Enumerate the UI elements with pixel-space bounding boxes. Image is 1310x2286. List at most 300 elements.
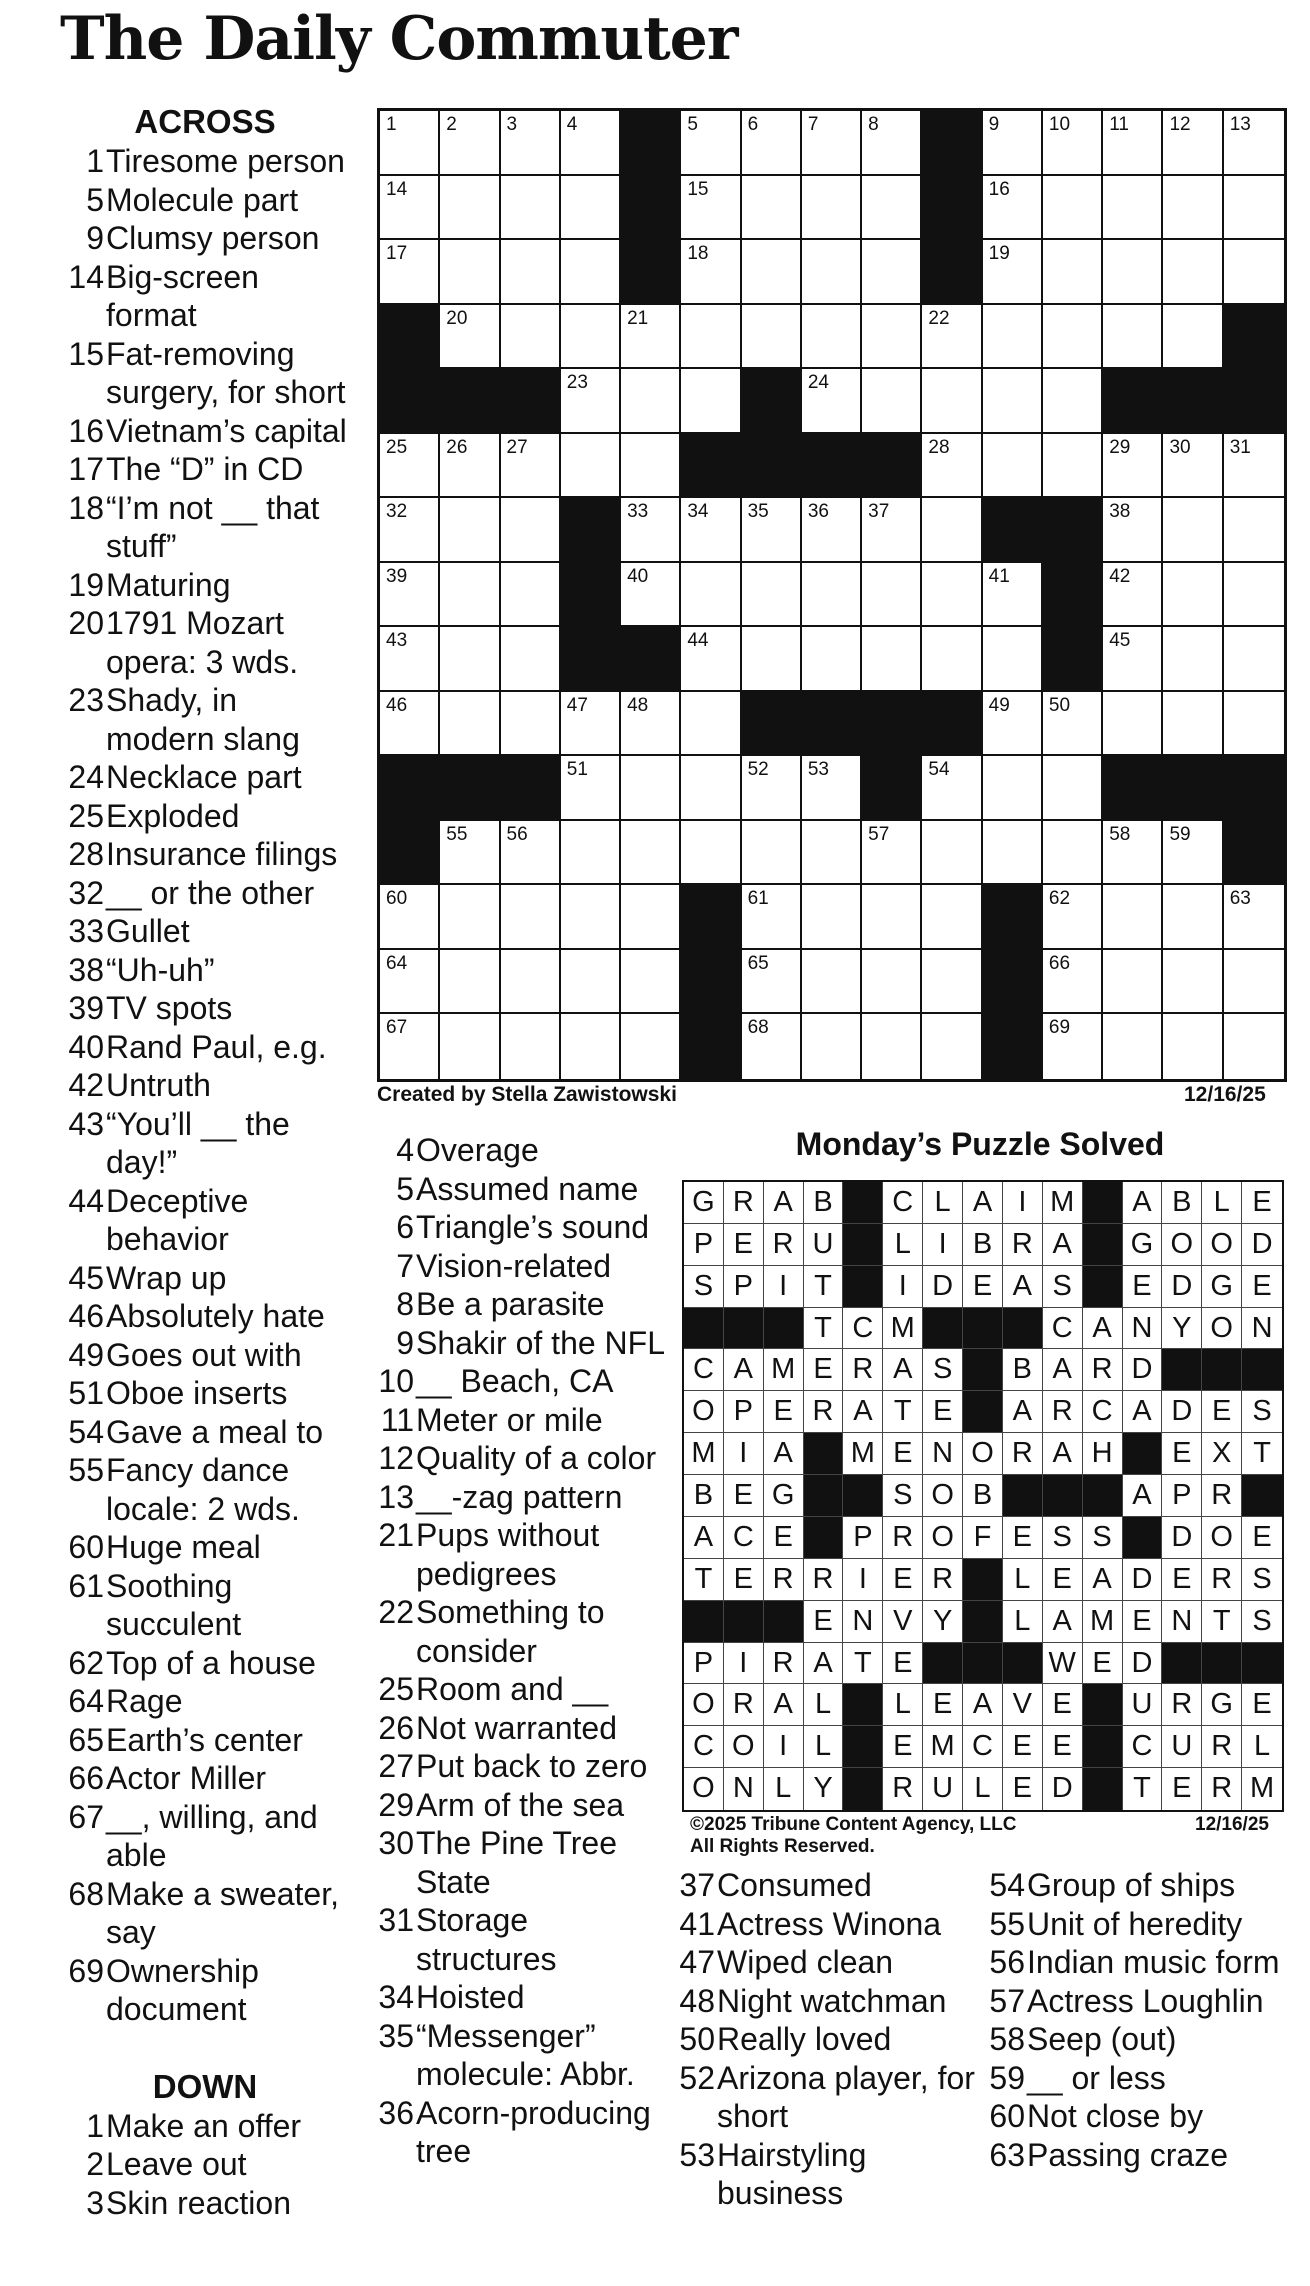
grid-cell[interactable] [440, 885, 500, 950]
grid-cell[interactable] [742, 821, 802, 886]
grid-cell[interactable] [862, 240, 922, 305]
grid-cell[interactable] [621, 563, 681, 628]
grid-cell[interactable] [802, 498, 862, 563]
clue-item [370, 1439, 670, 1478]
grid-cell[interactable] [1103, 176, 1163, 241]
solution-letter: E [724, 1224, 764, 1266]
grid-cell[interactable] [681, 305, 741, 370]
grid-cell[interactable] [1163, 563, 1223, 628]
clue-item [60, 1798, 350, 1875]
grid-cell[interactable] [742, 563, 802, 628]
grid-cell[interactable] [802, 885, 862, 950]
grid-cell[interactable] [1163, 950, 1223, 1015]
black-square [862, 756, 922, 821]
grid-cell[interactable] [1103, 305, 1163, 370]
grid-cell[interactable] [1163, 1014, 1223, 1079]
grid-cell[interactable] [862, 176, 922, 241]
cell-number: 35 [747, 501, 769, 523]
clue-item [370, 2094, 670, 2171]
grid-cell[interactable] [380, 563, 440, 628]
clue-item [370, 1362, 670, 1401]
grid-cell[interactable] [681, 111, 741, 176]
grid-cell[interactable] [983, 756, 1043, 821]
grid-cell[interactable] [440, 563, 500, 628]
grid-cell[interactable] [440, 434, 500, 499]
grid-cell[interactable] [1163, 176, 1223, 241]
solution-letter: I [843, 1559, 883, 1601]
grid-cell[interactable] [440, 627, 500, 692]
grid-cell[interactable] [621, 885, 681, 950]
grid-cell[interactable] [742, 176, 802, 241]
grid-cell[interactable] [922, 627, 982, 692]
solution-letter: C [684, 1349, 724, 1391]
grid-cell[interactable] [1224, 563, 1284, 628]
clue-text: Arizona player, for short [717, 2059, 975, 2134]
grid-cell[interactable] [983, 434, 1043, 499]
solution-black-square [923, 1308, 963, 1350]
black-square [621, 627, 681, 692]
solution-letter: E [764, 1517, 804, 1559]
grid-cell[interactable] [501, 563, 561, 628]
clue-item [60, 912, 350, 951]
solution-letter: E [1162, 1559, 1202, 1601]
clue-item [60, 989, 350, 1028]
clue-number: 46 [68, 1298, 104, 1334]
grid-cell[interactable] [862, 1014, 922, 1079]
grid-cell[interactable] [621, 692, 681, 757]
puzzle-date: 12/16/25 [1184, 1083, 1266, 1106]
grid-cell[interactable] [501, 434, 561, 499]
grid-cell[interactable] [501, 176, 561, 241]
grid-cell[interactable] [922, 498, 982, 563]
grid-cell[interactable] [561, 950, 621, 1015]
grid-cell[interactable] [1103, 498, 1163, 563]
clue-text: Deceptive behavior [106, 1182, 249, 1257]
grid-cell[interactable] [501, 821, 561, 886]
grid-cell[interactable] [802, 176, 862, 241]
solution-black-square [963, 1349, 1003, 1391]
grid-cell[interactable] [922, 821, 982, 886]
grid-cell[interactable] [862, 627, 922, 692]
solution-black-square [1003, 1643, 1043, 1685]
grid-cell[interactable] [802, 821, 862, 886]
grid-cell[interactable] [983, 240, 1043, 305]
grid-cell[interactable] [1224, 240, 1284, 305]
clue-text: Assumed name [416, 1170, 639, 1207]
grid-cell[interactable] [1043, 111, 1103, 176]
solution-letter: L [804, 1684, 844, 1726]
grid-cell[interactable] [1163, 498, 1223, 563]
clue-item [675, 1905, 980, 1944]
grid-cell[interactable] [922, 950, 982, 1015]
clue-number: 48 [679, 1982, 715, 2019]
grid-cell[interactable] [922, 434, 982, 499]
clue-number: 58 [989, 2021, 1025, 2057]
grid-cell[interactable] [561, 369, 621, 434]
grid-cell[interactable] [1043, 756, 1103, 821]
solution-letter: E [804, 1601, 844, 1643]
grid-cell[interactable] [681, 756, 741, 821]
grid-cell[interactable] [862, 563, 922, 628]
grid-cell[interactable] [1224, 692, 1284, 757]
grid-cell[interactable] [983, 305, 1043, 370]
clue-number: 43 [68, 1105, 104, 1142]
grid-cell[interactable] [742, 498, 802, 563]
grid-cell[interactable] [561, 176, 621, 241]
black-square [1224, 756, 1284, 821]
solution-letter: M [1249, 1772, 1275, 1805]
grid-cell[interactable] [621, 950, 681, 1015]
clue-item [60, 758, 350, 797]
grid-cell[interactable] [862, 369, 922, 434]
grid-cell[interactable] [621, 821, 681, 886]
grid-cell[interactable] [681, 821, 741, 886]
grid-cell[interactable] [742, 1014, 802, 1079]
clue-text: Shady, in modern slang [106, 682, 300, 757]
solution-letter: L [1242, 1726, 1282, 1768]
cell-number: 26 [446, 436, 468, 458]
grid-cell[interactable] [501, 692, 561, 757]
grid-cell[interactable] [802, 369, 862, 434]
grid-cell[interactable] [1224, 498, 1284, 563]
clue-item [985, 1905, 1285, 1944]
grid-cell[interactable] [380, 176, 440, 241]
solution-black-square [1083, 1684, 1123, 1726]
solution-letter: I [923, 1224, 963, 1266]
clue-text: Actress Winona [717, 1905, 942, 1942]
clue-text: Arm of the sea [416, 1786, 625, 1823]
grid-cell[interactable] [742, 885, 802, 950]
solution-letter: M [1083, 1601, 1123, 1643]
grid-cell[interactable] [1163, 305, 1223, 370]
grid-cell[interactable] [1043, 950, 1103, 1015]
clue-text: Fat-removing surgery, for short [106, 335, 346, 410]
solution-black-square [843, 1726, 883, 1768]
grid-cell[interactable] [742, 111, 802, 176]
clue-text: Tiresome person [106, 143, 345, 179]
clue-text: Clumsy person [106, 220, 320, 256]
solution-letter: E [883, 1643, 923, 1685]
grid-cell[interactable] [1163, 821, 1223, 886]
solution-letter: S [1242, 1559, 1282, 1601]
black-square [501, 756, 561, 821]
grid-cell[interactable] [1103, 692, 1163, 757]
cell-number: 31 [1229, 436, 1251, 458]
solution-letter: R [1003, 1433, 1043, 1475]
grid-cell[interactable] [380, 434, 440, 499]
grid-cell[interactable] [621, 305, 681, 370]
grid-cell[interactable] [1163, 885, 1223, 950]
grid-cell[interactable] [922, 305, 982, 370]
grid-cell[interactable] [1224, 885, 1284, 950]
grid-cell[interactable] [501, 885, 561, 950]
grid-cell[interactable] [561, 756, 621, 821]
grid-cell[interactable] [802, 1014, 862, 1079]
solution-letter: N [1242, 1308, 1282, 1350]
solution-letter: L [1202, 1182, 1242, 1224]
grid-cell[interactable] [380, 950, 440, 1015]
grid-cell[interactable] [440, 240, 500, 305]
grid-cell[interactable] [922, 756, 982, 821]
solution-black-square [1003, 1308, 1043, 1350]
grid-cell[interactable] [440, 1014, 500, 1079]
cell-number: 61 [747, 888, 769, 910]
grid-cell[interactable] [1043, 885, 1103, 950]
clue-item [370, 1170, 670, 1209]
grid-cell[interactable] [440, 305, 500, 370]
solution-letter: A [1123, 1391, 1163, 1433]
grid-cell[interactable] [862, 950, 922, 1015]
clue-number: 1 [86, 2107, 104, 2144]
grid-cell[interactable] [1103, 1014, 1163, 1079]
grid-cell[interactable] [1103, 885, 1163, 950]
grid-cell[interactable] [501, 950, 561, 1015]
grid-cell[interactable] [1103, 627, 1163, 692]
grid-cell[interactable] [802, 950, 862, 1015]
grid-cell[interactable] [681, 498, 741, 563]
grid-cell[interactable] [1163, 240, 1223, 305]
solution-date: 12/16/25 [1195, 1814, 1269, 1835]
clue-number: 25 [68, 797, 104, 834]
clue-text: Fancy dance locale: 2 wds. [106, 1452, 300, 1527]
grid-cell[interactable] [561, 1014, 621, 1079]
clue-item [370, 1747, 670, 1786]
grid-cell[interactable] [561, 240, 621, 305]
grid-cell[interactable] [440, 692, 500, 757]
solution-letter: Y [1162, 1308, 1202, 1350]
clue-item [60, 1105, 350, 1182]
grid-cell[interactable] [1103, 563, 1163, 628]
grid-cell[interactable] [1163, 434, 1223, 499]
grid-cell[interactable] [501, 240, 561, 305]
black-square [742, 369, 802, 434]
grid-cell[interactable] [742, 627, 802, 692]
clue-number: 63 [989, 2136, 1025, 2173]
clue-text: Night watchman [717, 1982, 947, 2019]
grid-cell[interactable] [681, 563, 741, 628]
solution-black-square [1083, 1768, 1123, 1810]
clue-item [60, 797, 350, 836]
grid-cell[interactable] [621, 434, 681, 499]
clue-number: 65 [68, 1721, 104, 1758]
grid-cell[interactable] [862, 885, 922, 950]
grid-cell[interactable] [862, 305, 922, 370]
solution-letter: R [724, 1182, 764, 1224]
grid-cell[interactable] [681, 369, 741, 434]
grid-cell[interactable] [1103, 821, 1163, 886]
cell-number: 46 [386, 694, 408, 716]
grid-cell[interactable] [1163, 627, 1223, 692]
grid-cell[interactable] [742, 305, 802, 370]
solution-letter: A [764, 1433, 804, 1475]
black-square [742, 692, 802, 757]
grid-cell[interactable] [621, 756, 681, 821]
clue-text: Triangle’s sound [416, 1209, 650, 1245]
grid-cell[interactable] [1043, 369, 1103, 434]
clue-number: 66 [68, 1760, 104, 1796]
cell-number: 34 [687, 501, 709, 523]
grid-cell[interactable] [1224, 627, 1284, 692]
clue-text: Be a parasite [416, 1286, 605, 1322]
solution-black-square [1202, 1643, 1242, 1685]
grid-cell[interactable] [1224, 111, 1284, 176]
clue-item [60, 2184, 350, 2223]
solution-black-square [843, 1475, 883, 1517]
grid-cell[interactable] [983, 821, 1043, 886]
grid-cell[interactable] [802, 756, 862, 821]
black-square [681, 885, 741, 950]
clue-text: Really loved [717, 2021, 892, 2057]
clue-number: 69 [68, 1952, 104, 1989]
grid-cell[interactable] [681, 176, 741, 241]
grid-cell[interactable] [621, 498, 681, 563]
cell-number: 2 [446, 114, 457, 135]
grid-cell[interactable] [501, 627, 561, 692]
grid-cell[interactable] [1163, 111, 1223, 176]
clue-column-3 [675, 1866, 980, 2213]
grid-cell[interactable] [380, 885, 440, 950]
grid-cell[interactable] [1103, 434, 1163, 499]
solution-letter: R [1003, 1224, 1043, 1266]
grid-cell[interactable] [1103, 950, 1163, 1015]
grid-cell[interactable] [561, 305, 621, 370]
grid-cell[interactable] [380, 627, 440, 692]
grid-cell[interactable] [380, 498, 440, 563]
solution-letter: E [1003, 1726, 1043, 1768]
grid-cell[interactable] [1043, 176, 1103, 241]
grid-cell[interactable] [681, 240, 741, 305]
grid-cell[interactable] [1224, 1014, 1284, 1079]
solution-letter: R [1202, 1726, 1242, 1768]
grid-cell[interactable] [440, 498, 500, 563]
grid-cell[interactable] [1163, 692, 1223, 757]
clue-item [370, 1401, 670, 1440]
grid-cell[interactable] [922, 1014, 982, 1079]
grid-cell[interactable] [380, 1014, 440, 1079]
clue-item [370, 1670, 670, 1709]
clue-text: Indian music form [1027, 1944, 1280, 1980]
grid-cell[interactable] [681, 692, 741, 757]
grid-cell[interactable] [983, 627, 1043, 692]
clue-item [675, 1943, 980, 1982]
grid-cell[interactable] [1103, 240, 1163, 305]
grid-cell[interactable] [983, 111, 1043, 176]
solution-letter: R [764, 1224, 804, 1266]
solution-letter: A [963, 1684, 1003, 1726]
clue-text: Overage [416, 1132, 539, 1168]
cell-number: 12 [1169, 114, 1191, 135]
grid-cell[interactable] [983, 563, 1043, 628]
black-square [802, 434, 862, 499]
clue-number: 24 [68, 759, 104, 795]
clue-number: 7 [396, 1247, 414, 1284]
grid-cell[interactable] [380, 240, 440, 305]
grid-cell[interactable] [742, 950, 802, 1015]
grid-cell[interactable] [440, 821, 500, 886]
cell-number: 32 [386, 501, 408, 523]
grid-cell[interactable] [1043, 821, 1103, 886]
grid-cell[interactable] [681, 627, 741, 692]
grid-cell[interactable] [1224, 434, 1284, 499]
grid-cell[interactable] [1224, 176, 1284, 241]
grid-cell[interactable] [983, 692, 1043, 757]
grid-cell[interactable] [983, 369, 1043, 434]
cell-number: 27 [506, 436, 528, 458]
grid-cell[interactable] [922, 885, 982, 950]
grid-cell[interactable] [1224, 950, 1284, 1015]
solution-letter: L [923, 1182, 963, 1224]
solution-letter: G [764, 1475, 804, 1517]
grid-cell[interactable] [440, 111, 500, 176]
clue-item [370, 1324, 670, 1363]
clue-item [60, 1528, 350, 1567]
grid-cell[interactable] [440, 950, 500, 1015]
black-square [862, 692, 922, 757]
clue-number: 57 [989, 1982, 1025, 2019]
grid-cell[interactable] [862, 821, 922, 886]
grid-cell[interactable] [742, 240, 802, 305]
grid-cell[interactable] [802, 563, 862, 628]
solution-letter: T [1123, 1768, 1163, 1810]
grid-cell[interactable] [501, 305, 561, 370]
grid-cell[interactable] [561, 111, 621, 176]
grid-cell[interactable] [802, 627, 862, 692]
grid-cell[interactable] [1043, 434, 1103, 499]
solution-black-square [1083, 1726, 1123, 1768]
grid-cell[interactable] [501, 1014, 561, 1079]
grid-cell[interactable] [501, 498, 561, 563]
grid-cell[interactable] [802, 305, 862, 370]
clue-text: Leave out [106, 2146, 247, 2182]
cell-number: 10 [1048, 114, 1071, 135]
clue-number: 35 [378, 2017, 414, 2054]
grid-cell[interactable] [621, 369, 681, 434]
grid-cell[interactable] [802, 111, 862, 176]
clue-number: 44 [68, 1182, 104, 1219]
grid-cell[interactable] [1043, 305, 1103, 370]
clue-number: 29 [378, 1786, 414, 1823]
grid-cell[interactable] [862, 498, 922, 563]
clue-item [370, 1786, 670, 1825]
clue-column-2 [370, 1131, 670, 2171]
grid-cell[interactable] [802, 240, 862, 305]
grid-cell[interactable] [922, 563, 982, 628]
grid-cell[interactable] [561, 692, 621, 757]
grid-cell[interactable] [621, 1014, 681, 1079]
solution-letter: D [1043, 1768, 1083, 1810]
grid-cell[interactable] [1043, 692, 1103, 757]
grid-cell[interactable] [440, 176, 500, 241]
crossword-grid[interactable] [377, 108, 1287, 1082]
solution-letter: O [923, 1517, 963, 1559]
grid-cell[interactable] [983, 176, 1043, 241]
grid-cell[interactable] [561, 434, 621, 499]
grid-cell[interactable] [922, 369, 982, 434]
grid-cell[interactable] [1103, 111, 1163, 176]
grid-cell[interactable] [862, 111, 922, 176]
grid-cell[interactable] [380, 111, 440, 176]
grid-cell[interactable] [380, 692, 440, 757]
grid-cell[interactable] [561, 885, 621, 950]
clue-text: Put back to zero [416, 1748, 648, 1784]
grid-cell[interactable] [1043, 1014, 1103, 1079]
grid-cell[interactable] [561, 821, 621, 886]
grid-cell[interactable] [1043, 240, 1103, 305]
grid-cell[interactable] [742, 756, 802, 821]
solution-black-square [684, 1308, 724, 1350]
solution-letter: I [764, 1266, 804, 1308]
grid-cell[interactable] [501, 111, 561, 176]
